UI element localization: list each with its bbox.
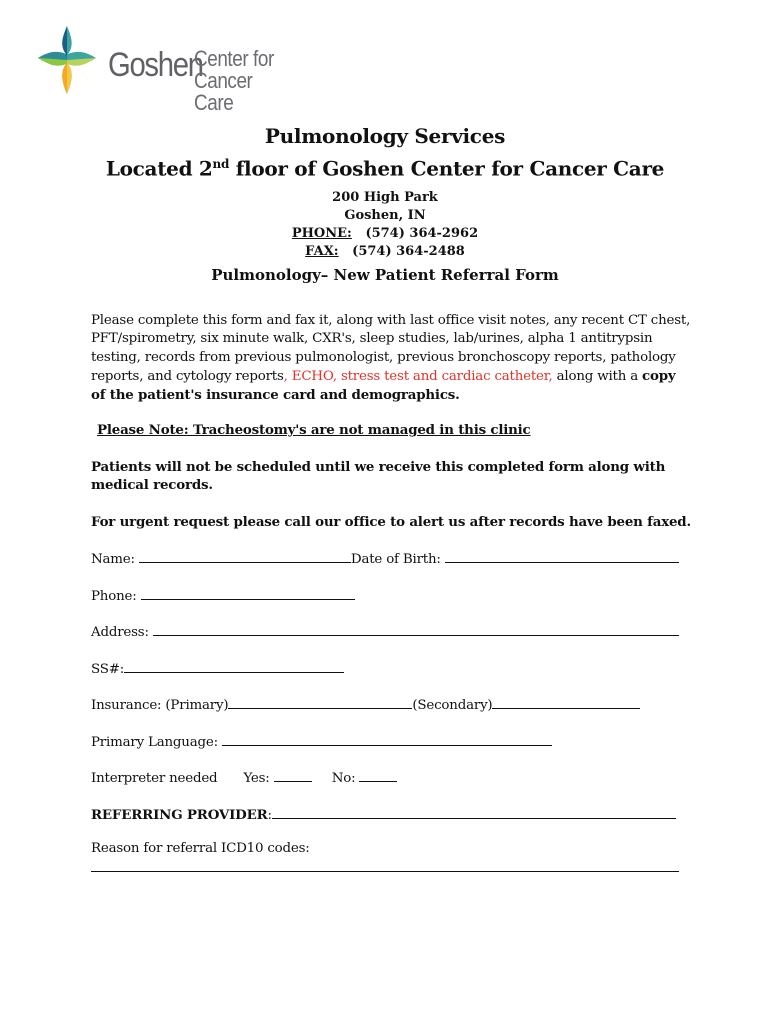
name-field[interactable]: [139, 549, 351, 563]
referring-row: [91, 805, 676, 823]
fax-number: (574) 364-2488: [352, 243, 465, 259]
insurance-secondary-field[interactable]: [492, 695, 640, 709]
insurance-secondary-label: (Secondary): [412, 698, 493, 713]
address-field[interactable]: [153, 622, 679, 636]
interpreter-row: [91, 768, 397, 786]
intro-red-text: , ECHO, stress test and cardiac catheter,: [283, 368, 553, 384]
ssn-row: [91, 659, 344, 677]
intro-paragraph: [91, 312, 691, 405]
page-subtitle: [0, 150, 770, 183]
address-row: [91, 622, 679, 640]
intro-text: Please complete this form and fax it, along with last office visit notes, any recent CT chest, PFT/spirometry, six minute walk, CXR's, sleep studies, lab/urines, alpha 1 antitrypsin testing, records from previous pulmonologist, previous bronchoscopy reports, pathology reports, and cytology reports: [91, 313, 691, 384]
scheduling-warning: Patients will not be scheduled until we receive this completed form along with medical records.: [91, 459, 666, 494]
fax-line: [0, 243, 770, 261]
referring-label: REFERRING PROVIDER: [91, 807, 268, 823]
city: Goshen, IN: [344, 207, 426, 223]
phone-field-label: Phone:: [91, 589, 137, 604]
logo-star-icon: [36, 24, 98, 96]
insurance-row: [91, 695, 640, 713]
reason-field[interactable]: [91, 871, 679, 872]
referring-colon: :: [267, 808, 272, 823]
phone-line: [0, 225, 770, 243]
goshen-logo: [36, 24, 296, 115]
reason-row: [91, 841, 310, 856]
language-row: [91, 732, 552, 750]
name-row: [91, 549, 679, 567]
page-title: Pulmonology Services: [264, 124, 506, 148]
page-header: [0, 122, 770, 261]
no-label: No:: [331, 771, 356, 786]
phone-number: (574) 364-2962: [365, 225, 479, 241]
reason-label: Reason for referral ICD10 codes:: [91, 841, 310, 856]
logo-brand: Goshen: [108, 46, 203, 84]
intro-text-2: along with a: [552, 368, 643, 384]
yes-field[interactable]: [274, 768, 312, 782]
yes-label: Yes:: [243, 771, 270, 786]
intro-bold-text: copy of the patient's insurance card and demographics.: [91, 367, 676, 404]
no-field[interactable]: [359, 768, 397, 782]
phone-label: PHONE:: [291, 225, 352, 241]
logo-line1: Center for: [194, 46, 274, 71]
language-field[interactable]: [222, 732, 552, 746]
insurance-primary-label: Insurance: (Primary): [91, 698, 229, 713]
interpreter-label: Interpreter needed: [91, 771, 218, 786]
referring-field[interactable]: [272, 805, 676, 819]
address-label: Address:: [91, 625, 149, 640]
tracheostomy-note: Please Note: Tracheostomy's are not managed in this clinic: [97, 422, 531, 438]
subtitle-sup: nd: [212, 157, 230, 171]
ssn-label: SS#:: [91, 662, 125, 677]
subtitle-post: floor of Goshen Center for Cancer Care: [229, 156, 665, 181]
subtitle-pre: Located 2: [105, 156, 213, 181]
name-label: Name:: [91, 552, 135, 567]
ssn-field[interactable]: [124, 659, 344, 673]
logo-line2: Cancer Care: [194, 68, 253, 115]
urgent-notice: For urgent request please call our office to alert us after records have been faxed.: [91, 514, 691, 530]
dob-field[interactable]: [445, 549, 679, 563]
logo-subtitle: [194, 48, 282, 114]
fax-label: FAX:: [305, 243, 339, 259]
language-label: Primary Language:: [91, 735, 218, 750]
form-title: Pulmonology– New Patient Referral Form: [211, 266, 559, 284]
phone-row: [91, 586, 355, 604]
street-address: 200 High Park: [332, 189, 438, 205]
phone-field[interactable]: [141, 586, 355, 600]
dob-label: Date of Birth:: [350, 552, 441, 567]
insurance-primary-field[interactable]: [228, 695, 412, 709]
